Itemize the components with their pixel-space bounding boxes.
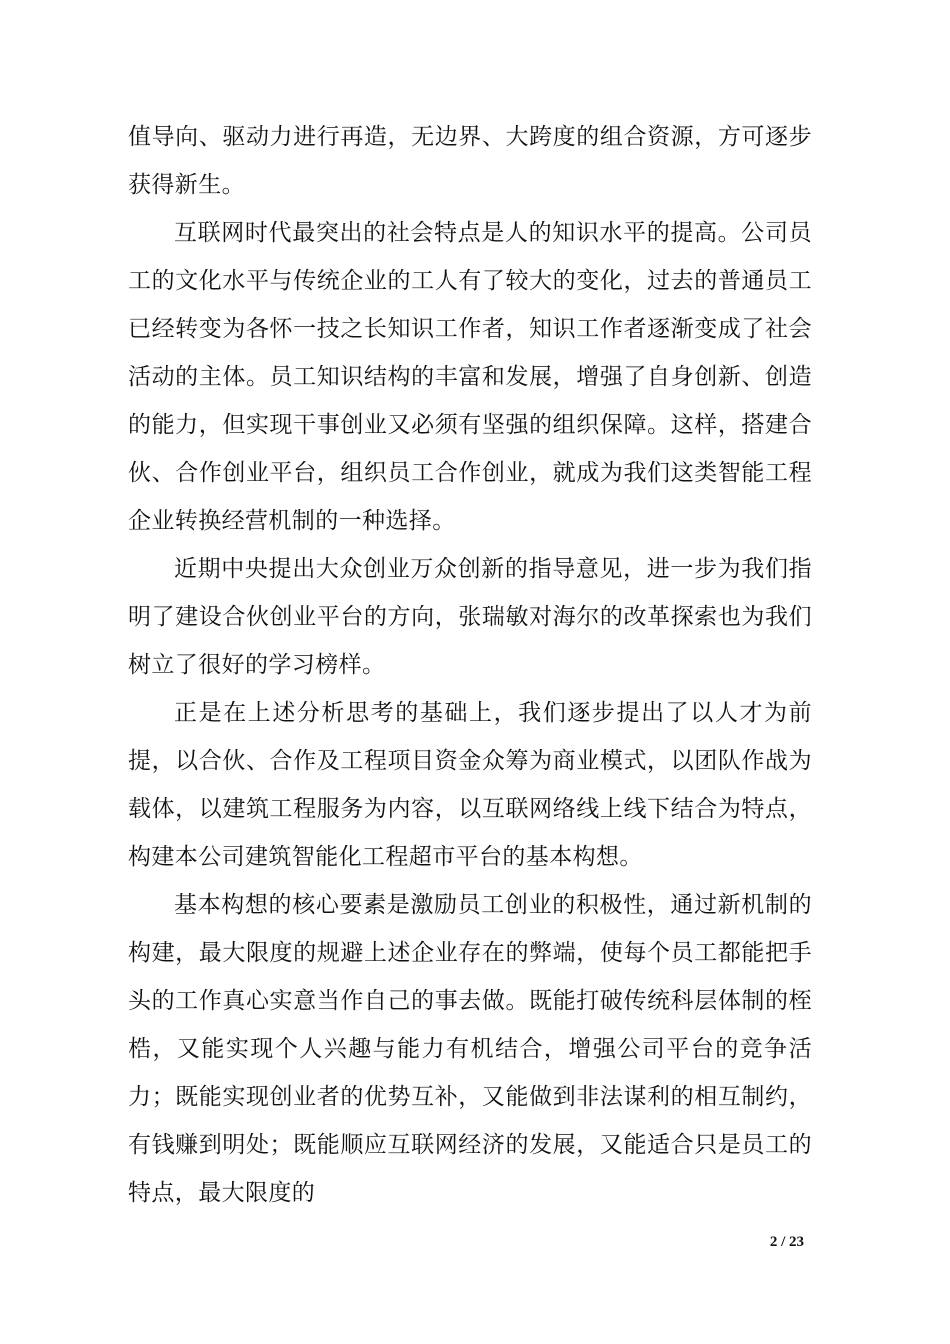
paragraph-internet-era: 互联网时代最突出的社会特点是人的知识水平的提高。公司员工的文化水平与传统企业的工人有了较大的变化，过去的普通员工已经转变为各怀一技之长知识工作者，知识工作者逐渐变成了社会活动的主体。员工知识结构的丰富和发展，增强了自身创新、创造的能力，但实现干事创业又必须有坚强的组织保障。这样，搭建合伙、合作创业平台，组织员工合作创业，就成为我们这类智能工程企业转换经营机制的一种选择。 xyxy=(128,220,812,534)
paragraph-basic-concept: 正是在上述分析思考的基础上，我们逐步提出了以人才为前提，以合伙、合作及工程项目资金众筹为商业模式，以团队作战为载体，以建筑工程服务为内容，以互联网络线上线下结合为特点，构建本公司建筑智能化工程超市平台的基本构想。 xyxy=(128,700,812,870)
paragraph-continued: 值导向、驱动力进行再造，无边界、大跨度的组合资源，方可逐步获得新生。 xyxy=(128,124,812,198)
paragraph-central-guidance: 近期中央提出大众创业万众创新的指导意见，进一步为我们指明了建设合伙创业平台的方向，张瑞敏对海尔的改革探索也为我们树立了很好的学习榜样。 xyxy=(128,556,812,678)
body-text xyxy=(128,113,812,1217)
page-number: 2 / 23 xyxy=(769,1234,804,1250)
paragraph-core-elements: 基本构想的核心要素是激励员工创业的积极性，通过新机制的构建，最大限度的规避上述企业存在的弊端，使每个员工都能把手头的工作真心实意当作自己的事去做。既能打破传统科层体制的桎梏，又能实现个人兴趣与能力有机结合，增强公司平台的竞争活力；既能实现创业者的优势互补，又能做到非法谋利的相互制约，有钱赚到明处；既能顺应互联网经济的发展，又能适合只是员工的特点，最大限度的 xyxy=(128,892,812,1206)
